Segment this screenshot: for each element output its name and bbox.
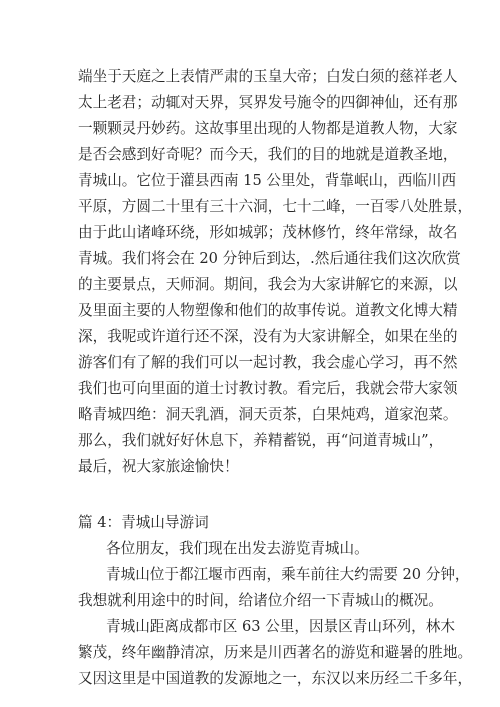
text-line: 青城山。它位于灌县西南 15 公里处，背靠岷山，西临川西 bbox=[78, 172, 457, 189]
text-line: 端坐于天庭之上表情严肃的玉皇大帝；白发白须的慈祥老人 bbox=[78, 68, 458, 85]
text-line: 由于此山诸峰环绕，形如城郭；茂林修竹，终年常绿，故名 bbox=[78, 224, 458, 241]
text-line: 平原，方圆二十里有三十六洞，七十二峰，一百零八处胜景， bbox=[78, 198, 473, 215]
text-line: 太上老君；动辄对天界，冥界发号施令的四御神仙，还有那 bbox=[78, 94, 458, 111]
text-line: 我们也可向里面的道士讨教讨教。看完后，我就会带大家领 bbox=[78, 380, 458, 397]
text-line: 深，我呢或许道行还不深，没有为大家讲解全，如果在坐的 bbox=[78, 328, 458, 345]
text-line: 繁茂，终年幽静清凉，历来是川西著名的游览和避暑的胜地。 bbox=[78, 644, 473, 661]
text-line: 各位朋友，我们现在出发去游览青城山。 bbox=[106, 540, 369, 557]
section-heading: 篇 4：青城山导游词 bbox=[78, 514, 209, 531]
text-line: 又因这里是中国道教的发源地之一，东汉以来历经二千多年， bbox=[78, 670, 473, 687]
text-line: 是否会感到好奇呢？而今天，我们的目的地就是道教圣地， bbox=[78, 146, 458, 163]
text-line: 一颗颗灵丹妙药。这故事里出现的人物都是道教人物，大家 bbox=[78, 120, 458, 137]
text-line: 的主要景点，天师洞。期间，我会为大家讲解它的来源，以 bbox=[78, 276, 458, 293]
text-line: 最后，祝大家旅途愉快！ bbox=[78, 458, 239, 475]
text-line: 青城山距离成都市区 63 公里，因景区青山环列，林木 bbox=[106, 618, 455, 635]
text-line: 青城。我们将会在 20 分钟后到达，.然后通往我们这次欣赏 bbox=[78, 250, 461, 267]
text-line: 青城山位于都江堰市西南，乘车前往大约需要 20 分钟， bbox=[106, 566, 470, 583]
text-line: 略青城四绝：洞天乳酒，洞天贡茶，白果炖鸡，道家泡菜。 bbox=[78, 406, 458, 423]
text-line: 那么，我们就好好休息下，养精蓄锐，再“问道青城山”， bbox=[78, 432, 444, 449]
text-line: 及里面主要的人物塑像和他们的故事传说。道教文化博大精 bbox=[78, 302, 458, 319]
text-line: 我想就利用途中的时间，给诸位介绍一下青城山的概况。 bbox=[78, 592, 443, 609]
text-line: 游客们有了解的我们可以一起讨教，我会虚心学习，再不然 bbox=[78, 354, 458, 371]
